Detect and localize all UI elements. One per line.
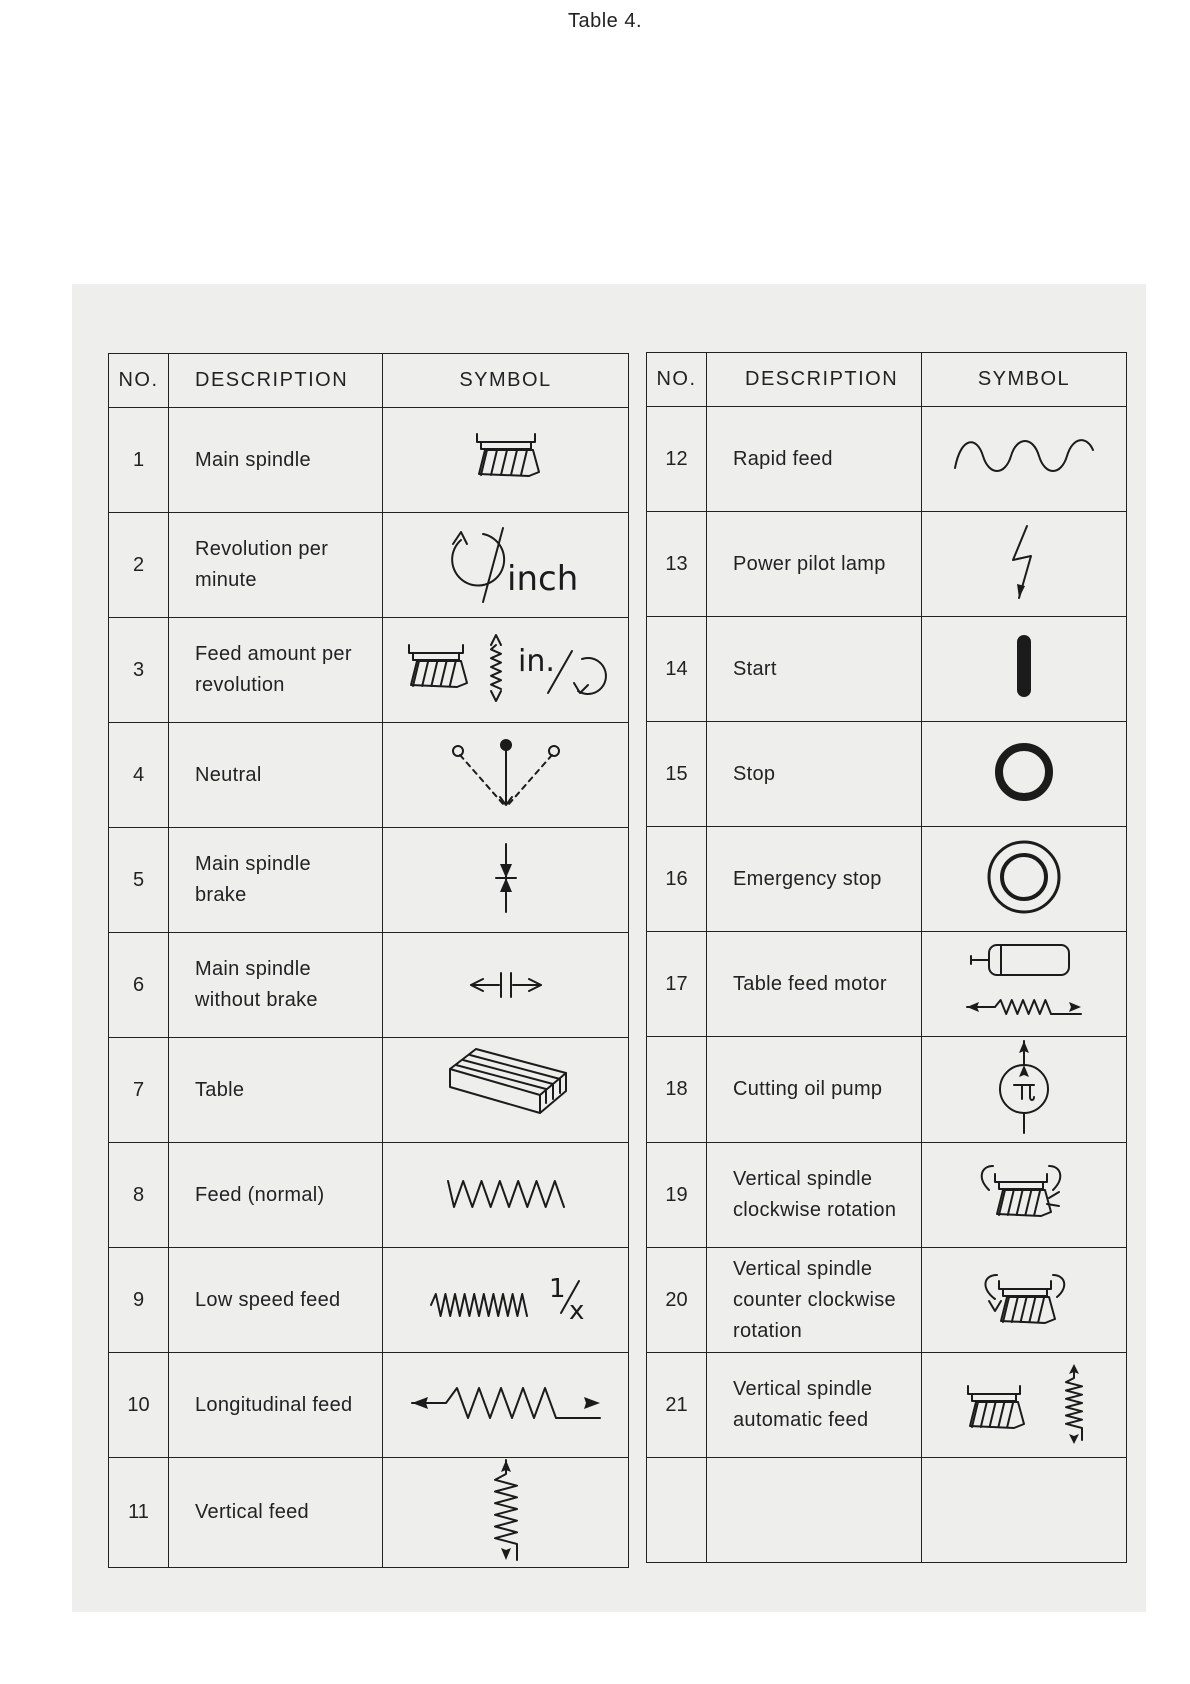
table-row	[647, 512, 1127, 617]
header-row	[647, 353, 1127, 407]
table-row	[647, 407, 1127, 512]
fraction-numerator: 1	[548, 1273, 566, 1304]
table-row	[647, 617, 1127, 722]
table-row	[647, 827, 1127, 932]
header-symbol: SYMBOL	[383, 354, 629, 408]
low-speed-feed-icon	[411, 1263, 601, 1333]
spindle-without-brake-icon	[461, 953, 551, 1013]
row-number: 16	[647, 827, 707, 932]
table-row	[647, 1353, 1127, 1458]
symbol-table-right	[646, 352, 1127, 1563]
description-line: Power pilot lamp	[733, 552, 886, 575]
row-number: 1	[109, 408, 169, 513]
row-description	[169, 1143, 383, 1248]
row-symbol	[922, 1248, 1127, 1353]
table-row	[647, 1458, 1127, 1563]
row-symbol	[922, 1143, 1127, 1248]
row-symbol	[383, 1458, 629, 1568]
row-description	[169, 618, 383, 723]
header-description: DESCRIPTION	[707, 353, 922, 407]
description-line: Vertical feed	[195, 1501, 309, 1523]
description-line: Vertical spindle	[733, 1257, 873, 1280]
row-symbol	[922, 1458, 1127, 1563]
row-symbol	[922, 932, 1127, 1037]
description-line: Neutral	[195, 763, 262, 786]
description-line: Main spindle	[195, 958, 311, 980]
header-no: NO.	[647, 353, 707, 407]
symbol-table-left	[108, 353, 629, 1568]
header-no: NO.	[109, 354, 169, 408]
table-row	[109, 513, 629, 618]
row-description	[169, 723, 383, 828]
row-symbol	[922, 1353, 1127, 1458]
vertical-spindle-counterclockwise-icon	[969, 1253, 1079, 1343]
row-number: 8	[109, 1143, 169, 1248]
inch-label: inch	[506, 558, 578, 599]
spindle-brake-icon	[476, 838, 536, 918]
row-number: 20	[647, 1248, 707, 1353]
description-line: Cutting oil pump	[733, 1078, 883, 1100]
row-number: 4	[109, 723, 169, 828]
table-row	[109, 1458, 629, 1568]
row-description	[707, 827, 922, 932]
row-symbol	[922, 722, 1127, 827]
row-symbol	[383, 1038, 629, 1143]
description-line: Start	[733, 657, 777, 680]
vertical-spindle-automatic-feed-icon	[944, 1358, 1104, 1448]
table-row	[109, 1038, 629, 1143]
row-number: 18	[647, 1037, 707, 1143]
row-description	[707, 1353, 922, 1458]
row-number: 17	[647, 932, 707, 1037]
stop-icon	[984, 732, 1064, 812]
start-icon	[1004, 627, 1044, 707]
description-line: automatic feed	[733, 1409, 869, 1431]
table-row	[647, 1248, 1127, 1353]
neutral-icon	[446, 733, 566, 813]
table-row	[109, 723, 629, 828]
description-line: Vertical spindle	[733, 1168, 873, 1190]
row-description	[707, 722, 922, 827]
row-symbol	[922, 1037, 1127, 1143]
row-number	[647, 1458, 707, 1563]
row-symbol	[383, 1353, 629, 1458]
description-line: Table feed motor	[733, 972, 887, 995]
row-symbol	[922, 407, 1127, 512]
row-number: 7	[109, 1038, 169, 1143]
row-number: 5	[109, 828, 169, 933]
table-row	[109, 933, 629, 1038]
table-row	[647, 1143, 1127, 1248]
row-number: 2	[109, 513, 169, 618]
table-row	[647, 932, 1127, 1037]
rapid-feed-icon	[949, 432, 1099, 482]
table-row	[109, 1248, 629, 1353]
row-description	[169, 828, 383, 933]
row-symbol	[383, 1143, 629, 1248]
table-feed-motor-icon	[959, 937, 1089, 1027]
header-symbol: SYMBOL	[922, 353, 1127, 407]
row-symbol	[922, 827, 1127, 932]
description-line: Longitudinal feed	[195, 1393, 353, 1416]
row-symbol	[383, 933, 629, 1038]
table-row	[109, 408, 629, 513]
row-symbol	[383, 828, 629, 933]
row-symbol	[383, 618, 629, 723]
header-description: DESCRIPTION	[169, 354, 383, 408]
table-caption: Table 4.	[567, 10, 643, 32]
row-description	[707, 1037, 922, 1143]
row-description	[707, 932, 922, 1037]
row-description	[707, 407, 922, 512]
row-number: 11	[109, 1458, 169, 1568]
description-line: Rapid feed	[733, 447, 833, 470]
description-line: Low speed feed	[195, 1288, 341, 1311]
vertical-feed-icon	[481, 1458, 531, 1562]
description-line: Stop	[733, 762, 776, 785]
in-label: in.	[517, 643, 555, 679]
description-line: brake	[195, 884, 247, 906]
row-number: 19	[647, 1143, 707, 1248]
header-row	[109, 354, 629, 408]
description-line: Vertical spindle	[733, 1378, 873, 1400]
table-row	[647, 1037, 1127, 1143]
description-line: counter clockwise	[733, 1288, 896, 1311]
cutting-oil-pump-icon	[984, 1037, 1064, 1137]
row-description	[169, 1353, 383, 1458]
description-line: revolution	[195, 674, 285, 696]
description-line: Emergency stop	[733, 867, 882, 890]
row-number: 13	[647, 512, 707, 617]
row-number: 6	[109, 933, 169, 1038]
description-line: rotation	[733, 1319, 803, 1342]
description-line: Feed (normal)	[195, 1183, 325, 1206]
feed-normal-icon	[436, 1163, 576, 1223]
description-line: Feed amount per	[195, 643, 352, 665]
row-description	[707, 1458, 922, 1563]
row-description	[707, 1248, 922, 1353]
description-line: without brake	[195, 989, 318, 1011]
row-description	[169, 513, 383, 618]
emergency-stop-icon	[979, 832, 1069, 922]
description-line: clockwise rotation	[733, 1199, 897, 1221]
row-symbol	[383, 723, 629, 828]
row-symbol	[922, 512, 1127, 617]
description-line: Main spindle	[195, 853, 311, 875]
description-line: minute	[195, 569, 257, 591]
row-symbol	[383, 1248, 629, 1353]
row-number: 12	[647, 407, 707, 512]
row-description	[707, 1143, 922, 1248]
main-spindle-icon	[446, 418, 566, 498]
row-description	[707, 617, 922, 722]
row-description	[169, 408, 383, 513]
description-line: Revolution per	[195, 538, 329, 560]
description-line: Main spindle	[195, 448, 311, 471]
table-icon	[436, 1043, 576, 1133]
feed-per-revolution-icon	[396, 623, 616, 713]
description-line: Table	[195, 1078, 245, 1101]
row-number: 10	[109, 1353, 169, 1458]
longitudinal-feed-icon	[406, 1373, 606, 1433]
fraction-denominator: x	[568, 1295, 584, 1326]
row-description	[707, 512, 922, 617]
row-description	[169, 933, 383, 1038]
row-number: 3	[109, 618, 169, 723]
revolution-per-minute-icon	[431, 518, 581, 608]
row-number: 14	[647, 617, 707, 722]
row-description	[169, 1248, 383, 1353]
table-row	[109, 1143, 629, 1248]
row-description	[169, 1458, 383, 1568]
row-symbol	[383, 408, 629, 513]
row-symbol	[922, 617, 1127, 722]
row-description	[169, 1038, 383, 1143]
table-row	[109, 828, 629, 933]
vertical-spindle-clockwise-icon	[969, 1148, 1079, 1238]
table-row	[109, 618, 629, 723]
power-pilot-lamp-icon	[999, 522, 1049, 602]
table-row	[647, 722, 1127, 827]
row-symbol	[383, 513, 629, 618]
table-row	[109, 1353, 629, 1458]
row-number: 21	[647, 1353, 707, 1458]
row-number: 9	[109, 1248, 169, 1353]
row-number: 15	[647, 722, 707, 827]
